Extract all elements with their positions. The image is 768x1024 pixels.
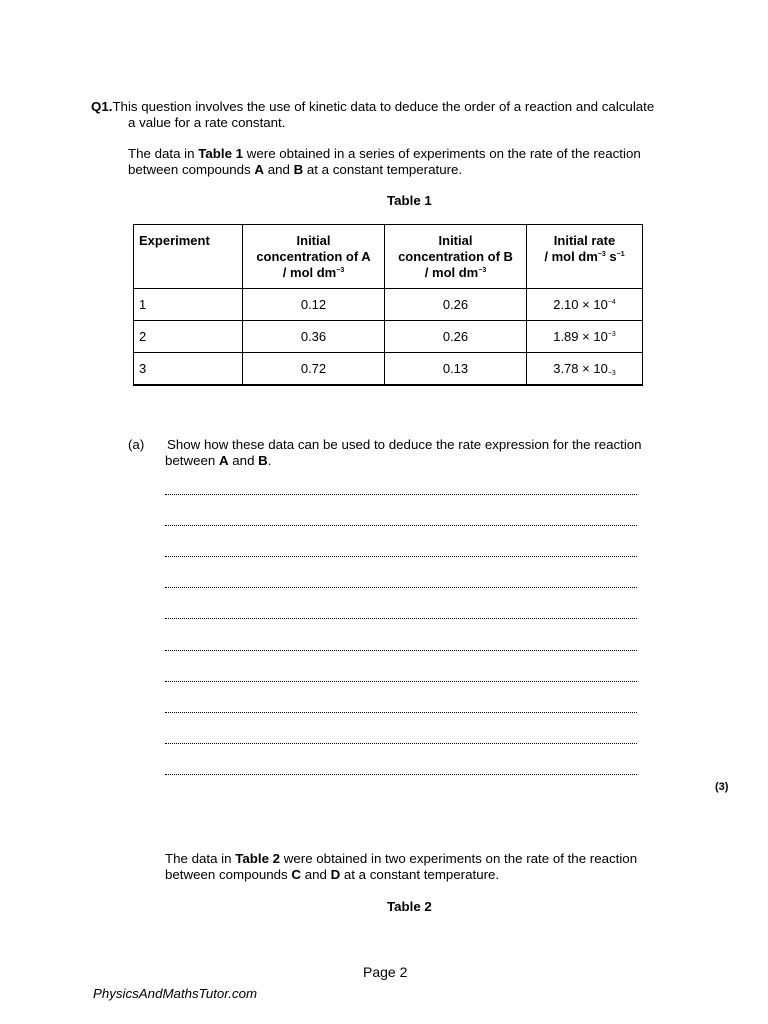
intro1-text: were obtained in a series of experiments on the rate of the reaction <box>243 146 641 161</box>
part-a-line2 <box>165 453 271 470</box>
cell-rate <box>527 353 643 386</box>
compound-d: D <box>330 867 341 882</box>
intro2-line1 <box>165 851 637 868</box>
header-rate-exp2: −1 <box>616 251 625 258</box>
cell-conc-a: 0.36 <box>243 321 385 353</box>
intro2-text: were obtained in two experiments on the rate of the reaction <box>280 851 638 866</box>
answer-line[interactable] <box>165 774 637 775</box>
header-rate-unit-s: s <box>605 249 617 264</box>
cell-conc-b: 0.26 <box>385 289 527 321</box>
header-experiment-label: Experiment <box>139 233 210 248</box>
header-conc-a-line1: Initial <box>296 233 331 248</box>
table1-caption: Table 1 <box>387 193 432 208</box>
header-rate-line1: Initial rate <box>553 233 616 248</box>
intro2-line2 <box>165 867 499 884</box>
table-row <box>134 289 643 321</box>
part-a-line1: Show how these data can be used to deduce the rate expression for the reaction <box>167 437 642 452</box>
footer-brand: PhysicsAndMathsTutor.com <box>93 986 258 1001</box>
cell-conc-b: 0.26 <box>385 321 527 353</box>
part-a-label: (a) <box>128 437 145 452</box>
intro1-text: and <box>264 162 294 177</box>
part-a-text: between <box>165 453 219 468</box>
compound-c: C <box>291 867 302 882</box>
header-conc-b-exp: −3 <box>478 267 487 274</box>
table2-caption: Table 2 <box>387 899 432 914</box>
header-conc-a-exp: −3 <box>336 267 345 274</box>
header-conc-a-line3 <box>243 265 384 281</box>
intro1-line2 <box>128 162 462 179</box>
header-conc-a <box>243 225 385 289</box>
table1 <box>133 224 643 386</box>
question-text-line1: This question involves the use of kinetic data to deduce the order of a reaction and calculate <box>112 99 655 114</box>
marks-badge: (3) <box>715 781 729 793</box>
cell-rate-base: 2.10 × 10 <box>553 296 608 312</box>
cell-conc-a: 0.72 <box>243 353 385 386</box>
header-conc-b-line1: Initial <box>438 233 473 248</box>
table-row <box>134 321 643 353</box>
intro1-line1 <box>128 146 641 163</box>
table-row <box>134 353 643 386</box>
page-number: Page 2 <box>363 964 408 980</box>
header-conc-b-line2: concentration of B <box>398 249 513 264</box>
header-rate-unit: / mol dm <box>544 249 598 264</box>
part-a-text: . <box>267 453 272 468</box>
cell-rate-exp: −3 <box>607 330 616 338</box>
answer-line[interactable] <box>165 587 637 588</box>
compound-a: A <box>218 453 229 468</box>
table1-header-row <box>134 225 643 289</box>
cell-experiment: 3 <box>134 353 243 386</box>
cell-rate <box>527 321 643 353</box>
intro2-text: and <box>301 867 331 882</box>
cell-rate-exp: −4 <box>607 298 616 306</box>
question-number: Q1. <box>91 99 113 114</box>
answer-line[interactable] <box>165 743 637 744</box>
header-conc-b <box>385 225 527 289</box>
answer-line[interactable] <box>165 494 637 495</box>
cell-rate-exp: −3 <box>607 369 616 377</box>
answer-line[interactable] <box>165 618 637 619</box>
answer-line[interactable] <box>165 650 637 651</box>
compound-b: B <box>293 162 304 177</box>
answer-line[interactable] <box>165 712 637 713</box>
intro2-text: The data in <box>165 851 236 866</box>
cell-conc-a: 0.12 <box>243 289 385 321</box>
cell-rate-base: 1.89 × 10 <box>553 328 608 344</box>
intro2-table-ref: Table 2 <box>235 851 281 866</box>
cell-experiment: 1 <box>134 289 243 321</box>
compound-a: A <box>254 162 265 177</box>
intro1-text: The data in <box>128 146 199 161</box>
answer-line[interactable] <box>165 556 637 557</box>
answer-line[interactable] <box>165 681 637 682</box>
header-rate <box>527 225 643 289</box>
cell-rate <box>527 289 643 321</box>
answer-line[interactable] <box>165 525 637 526</box>
intro2-text: at a constant temperature. <box>340 867 500 882</box>
header-conc-b-line3 <box>385 265 526 281</box>
header-rate-line2 <box>527 249 642 265</box>
compound-b: B <box>258 453 268 468</box>
part-a-text: and <box>228 453 259 468</box>
question-text-line2: a value for a rate constant. <box>128 115 286 130</box>
header-conc-a-unit: / mol dm <box>282 265 337 280</box>
intro1-table-ref: Table 1 <box>198 146 244 161</box>
intro1-text: at a constant temperature. <box>303 162 463 177</box>
cell-experiment: 2 <box>134 321 243 353</box>
header-conc-a-line2: concentration of A <box>256 249 371 264</box>
header-conc-b-unit: / mol dm <box>424 265 479 280</box>
header-rate-exp1: −3 <box>597 251 606 258</box>
intro2-text: between compounds <box>165 867 292 882</box>
intro1-text: between compounds <box>128 162 255 177</box>
question-intro <box>91 99 654 116</box>
header-experiment <box>134 225 243 289</box>
cell-rate-base: 3.78 × 10 <box>553 360 608 376</box>
cell-conc-b: 0.13 <box>385 353 527 386</box>
